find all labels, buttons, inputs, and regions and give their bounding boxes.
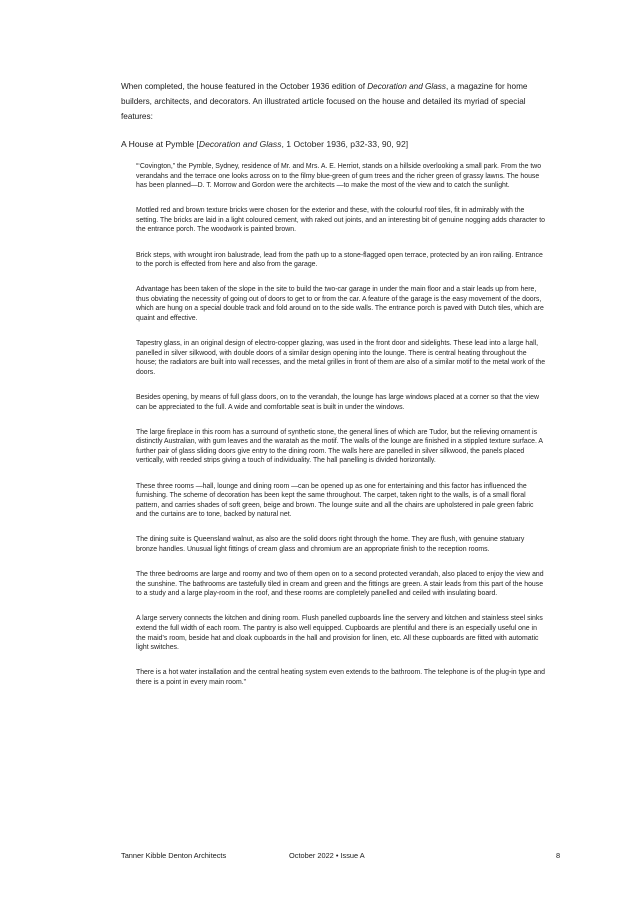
quote-paragraph: The dining suite is Queensland walnut, as also are the solid doors right through the home. They are flush, with genuine statuary bronze handles. Unusual light fittings of cream glass and chromium are an appropriate finish to the reception rooms.: [136, 536, 525, 554]
quote-paragraph: The large fireplace in this room has a surround of synthetic stone, the general lines of which are Tudor, but the relieving ornament is distinctly Australian, with gum leaves and the waratah as the motif. The walls of the lounge are finished in a stippled texture surface. A further pair of glass sliding doors give entry to the dining room. The walls here are panelled in silver silkwood, the panels placed vertically, with reeded strips giving a touch of individuality. The hall panelling is divided horizontally.: [136, 428, 543, 465]
intro-text-before: When completed, the house featured in the October 1936 edition of: [121, 82, 368, 91]
article-title: A House at Pymble: [121, 139, 195, 149]
quote-paragraph: Tapestry glass, in an original design of electro-copper glazing, was used in the front door and sidelights. These lead into a large hall, panelled in silver silkwood, with double doors of a similar design opening into the lounge. There is central heating throughout the house; the radiators are built into wall recesses, and the metal grilles in front of them are also of a similar motif to the metal work of the doors.: [136, 340, 546, 376]
quote-paragraph: There is a hot water installation and the central heating system even extends to the bathroom. The telephone is of the plug-in type and there is a point in every main room.”: [136, 669, 545, 686]
quote-paragraph: Mottled red and brown texture bricks were chosen for the exterior and these, with the colourful roof tiles, fit in admirably with the setting. The bricks are laid in a light coloured cement, with raked out joints, and an interesting bit of genuine nogging adds character to the entrance porch. The woodwork is painted brown.: [136, 207, 545, 234]
article-heading: [121, 138, 551, 150]
footer-firm: Tanner Kibble Denton Architects: [121, 851, 227, 860]
footer-page-number: 8: [556, 851, 561, 860]
quote-paragraph: The three bedrooms are large and roomy and two of them open on to a second protected verandah, also placed to enjoy the view and the sunshine. The bathrooms are tastefully tiled in cream and green and the fittings are green. A stair leads from this part of the house to a study and a large play-room in the roof, and these rooms are completely panelled and ceiled with insulating board.: [136, 571, 544, 598]
magazine-title: Decoration and Glass: [367, 82, 446, 91]
reference-magazine: Decoration and Glass: [198, 139, 282, 149]
intro-paragraph: [121, 79, 551, 124]
main-content: [121, 79, 551, 164]
footer-issue: October 2022 • Issue A: [289, 851, 365, 860]
article-quote: [136, 162, 546, 703]
quote-paragraph: These three rooms —hall, lounge and dining room —can be opened up as one for entertaining and this factor has influenced the furnishing. The scheme of decoration has been kept the same throughout. The carpet, taken right to the walls, is of a small floral pattern, and carries shades of soft green, beige and brown. The lounge suite and all the chairs are upholstered in pale green fabric and the curtains are to tone, backed by natural net.: [136, 482, 534, 519]
intro-text-after: , a magazine for home builders, architects, and decorators. An illustrated article focused on the house and detailed its myriad of special features:: [121, 82, 528, 121]
quote-paragraph: “‘Covington,” the Pymble, Sydney, residence of Mr. and Mrs. A. E. Herriot, stands on a hillside overlooking a small park. From the two verandahs and the terrace one looks across on to the filmy blue-green of gum trees and the richer green of grassy lawns. The house has been planned—D. T. Morrow and Gordon were the architects —to make the most of the view and to catch the sunlight.: [136, 163, 542, 190]
quote-paragraph: A large servery connects the kitchen and dining room. Flush panelled cupboards line the servery and kitchen and stainless steel sinks extend the full width of each room. The pantry is also well equipped. Cupboards are plentiful and there is an especially useful one in the maid’s room, beside hat and cloak cupboards in the hall and provision for linen, etc. All these cupboards are fitted with automatic light switches.: [136, 615, 543, 652]
article-reference: [Decoration and Glass, 1 October 1936, p32-33, 90, 92]: [194, 139, 409, 149]
quote-paragraph: Advantage has been taken of the slope in the site to build the two-car garage in under the main floor and a stair leads up from here, thus obviating the necessity of going out of doors to get to or from the car. A feature of the garage is the easy movement of the doors, which are hung on a special double track and fold around on to the side walls. The entrance porch is paved with Dutch tiles, which are quaint and effective.: [136, 286, 544, 323]
quote-paragraph: Brick steps, with wrought iron balustrade, lead from the path up to a stone-flagged open terrace, protected by an iron railing. Entrance to the porch is effected from here and also from the garage.: [136, 251, 543, 269]
quote-paragraph: Besides opening, by means of full glass doors, on to the verandah, the lounge has large windows placed at a corner so that the view can be appreciated to the full. A wide and comfortable seat is built in under the windows.: [136, 394, 539, 411]
